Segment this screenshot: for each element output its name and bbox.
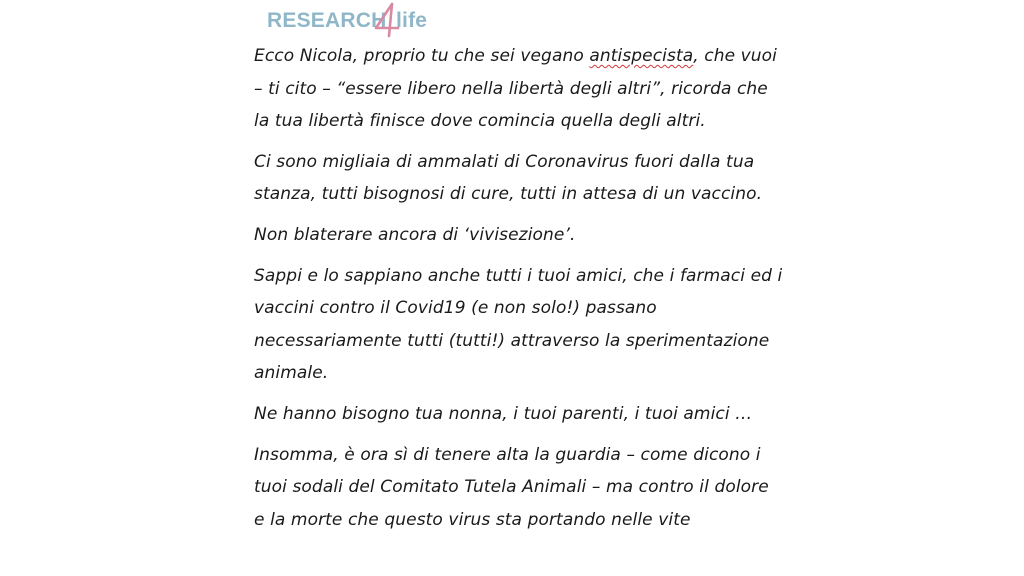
logo-four-text: 4 xyxy=(372,2,373,3)
paragraph-4: Sappi e lo sappiano anche tutti i tuoi amici, che i farmaci ed i vaccini contro il Covid19 (e non solo!) passano necessariamente tutti (tutti!) attraverso la sperimentazione animale. xyxy=(254,265,783,384)
paragraph-1-start: Ecco Nicola, proprio tu che sei vegano xyxy=(254,46,590,66)
paragraph-1-end: , che vuoi – ti cito – “essere libero nella libertà degli altri”, ricorda che la tua libertà finisce dove comincia quella degli altri. xyxy=(254,46,778,132)
paragraph-5: Ne hanno bisogno tua nonna, i tuoi parenti, i tuoi amici … xyxy=(254,403,753,424)
research4life-logo xyxy=(267,4,437,36)
paragraph-1 xyxy=(254,40,784,138)
misspelled-word[interactable]: antispecista xyxy=(589,46,694,66)
logo-research-text: RESEARCH xyxy=(267,9,387,32)
paragraph-2: Ci sono migliaia di ammalati di Coronavirus fuori dalla tua stanza, tutti bisognosi di cure, tutti in attesa di un vaccino. xyxy=(254,151,763,205)
document-body xyxy=(254,40,784,544)
logo-life-text: life xyxy=(396,9,428,32)
paragraph-3: Non blaterare ancora di ‘vivisezione’. xyxy=(254,224,576,245)
paragraph-6: Insomma, è ora sì di tenere alta la guardia – come dicono i tuoi sodali del Comitato Tutela Animali – ma contro il dolore e la morte che questo virus sta portando nelle vite xyxy=(254,444,769,530)
